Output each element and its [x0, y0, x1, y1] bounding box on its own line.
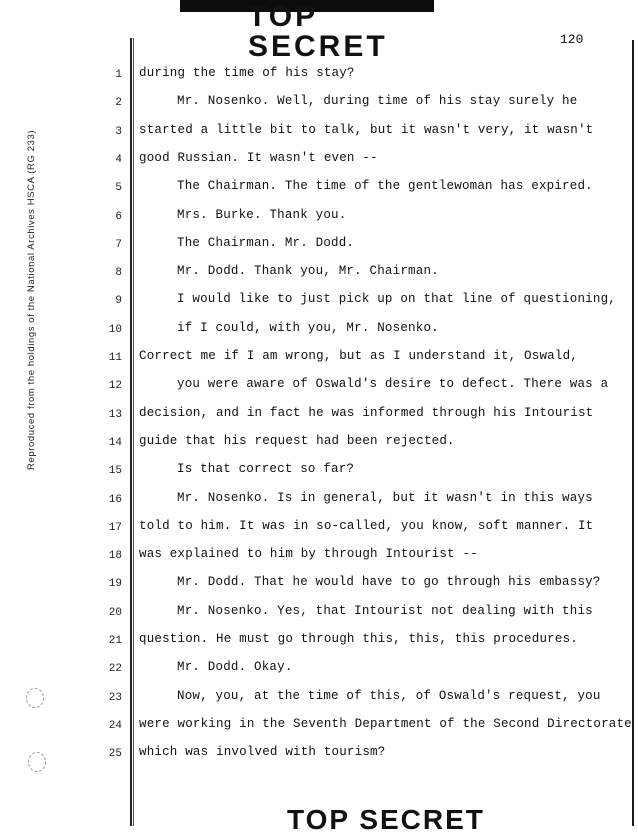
line-text: were working in the Seventh Department of the Second Directorate [139, 716, 632, 731]
transcript-line [0, 94, 638, 114]
line-text: Mr. Nosenko. Well, during time of his stay surely he [177, 94, 578, 109]
transcript-line [0, 491, 638, 511]
transcript-line [0, 462, 638, 482]
line-number: 7 [115, 238, 122, 251]
line-text: I would like to just pick up on that line of questioning, [177, 292, 616, 307]
line-number: 12 [108, 380, 122, 393]
page-number: 120 [560, 32, 584, 47]
transcript-line [0, 151, 638, 171]
line-number: 6 [115, 210, 122, 223]
line-text: Mrs. Burke. Thank you. [177, 207, 347, 222]
line-number: 10 [108, 323, 122, 336]
line-number: 18 [108, 550, 122, 563]
line-number: 1 [115, 69, 122, 81]
line-text: told to him. It was in so-called, you know, soft manner. It [139, 518, 594, 533]
transcript-line [0, 519, 638, 539]
line-number: 13 [108, 408, 122, 421]
line-text: decision, and in fact he was informed through his Intourist [139, 405, 594, 420]
transcript-line [0, 321, 638, 341]
line-text: Mr. Dodd. That he would have to go through his embassy? [177, 575, 601, 590]
line-text: Mr. Dodd. Okay. [177, 660, 293, 675]
classification-stamp-bottom: TOP SECRET [287, 804, 485, 835]
transcript-line [0, 236, 638, 256]
transcript-line [0, 689, 638, 709]
line-text: The Chairman. The time of the gentlewoman has expired. [177, 179, 593, 194]
transcript-line [0, 208, 638, 228]
transcript-line [0, 66, 638, 86]
transcript-line [0, 264, 638, 284]
transcript-line [0, 179, 638, 199]
line-number: 8 [115, 267, 122, 280]
classification-stamp-top: TOP SECRET [248, 0, 388, 63]
line-number: 5 [115, 182, 122, 195]
archive-side-note: Reproduced from the holdings of the National Archives HSCA (RG 233) [26, 129, 37, 470]
line-number: 21 [108, 635, 122, 647]
transcript-line [0, 406, 638, 426]
line-text: during the time of his stay? [139, 66, 355, 80]
line-text: if I could, with you, Mr. Nosenko. [177, 320, 439, 335]
line-number: 24 [108, 719, 122, 732]
line-number: 25 [108, 748, 122, 761]
line-text: Mr. Dodd. Thank you, Mr. Chairman. [177, 264, 439, 279]
line-text: good Russian. It wasn't even -- [139, 150, 378, 165]
line-number: 3 [115, 125, 122, 138]
transcript-line [0, 745, 638, 765]
line-text: Is that correct so far? [177, 462, 355, 477]
transcript-line [0, 632, 638, 652]
line-text: guide that his request had been rejected. [139, 433, 455, 448]
transcript-line [0, 604, 638, 624]
transcript-line [0, 717, 638, 737]
line-number: 17 [108, 521, 122, 534]
line-text: started a little bit to talk, but it wasn't very, it wasn't [139, 122, 594, 137]
line-number: 9 [115, 295, 122, 308]
line-text: question. He must go through this, this, this procedures. [139, 632, 578, 646]
line-number: 23 [108, 691, 122, 704]
transcript-line [0, 377, 638, 397]
line-number: 4 [115, 153, 122, 166]
line-text: you were aware of Oswald's desire to defect. There was a [177, 377, 609, 392]
line-number: 19 [108, 578, 122, 591]
line-number: 11 [108, 352, 122, 364]
line-number: 22 [108, 663, 122, 676]
line-number: 14 [108, 436, 122, 449]
transcript-line [0, 123, 638, 143]
line-number: 16 [108, 493, 122, 506]
transcript-line [0, 292, 638, 312]
line-text: was explained to him by through Intourist -- [139, 547, 478, 562]
line-text: which was involved with tourism? [139, 745, 386, 760]
line-text: Now, you, at the time of this, of Oswald's request, you [177, 688, 601, 703]
transcript-line [0, 434, 638, 454]
line-number: 20 [108, 606, 122, 619]
transcript-line [0, 547, 638, 567]
line-text: The Chairman. Mr. Dodd. [177, 235, 355, 250]
line-text: Correct me if I am wrong, but as I understand it, Oswald, [139, 349, 578, 363]
line-number: 15 [108, 465, 122, 478]
line-text: Mr. Nosenko. Is in general, but it wasn't in this ways [177, 490, 593, 505]
transcript-line [0, 660, 638, 680]
transcript-line [0, 575, 638, 595]
line-number: 2 [115, 97, 122, 110]
line-text: Mr. Nosenko. Yes, that Intourist not dealing with this [177, 603, 593, 618]
transcript-line [0, 349, 638, 369]
